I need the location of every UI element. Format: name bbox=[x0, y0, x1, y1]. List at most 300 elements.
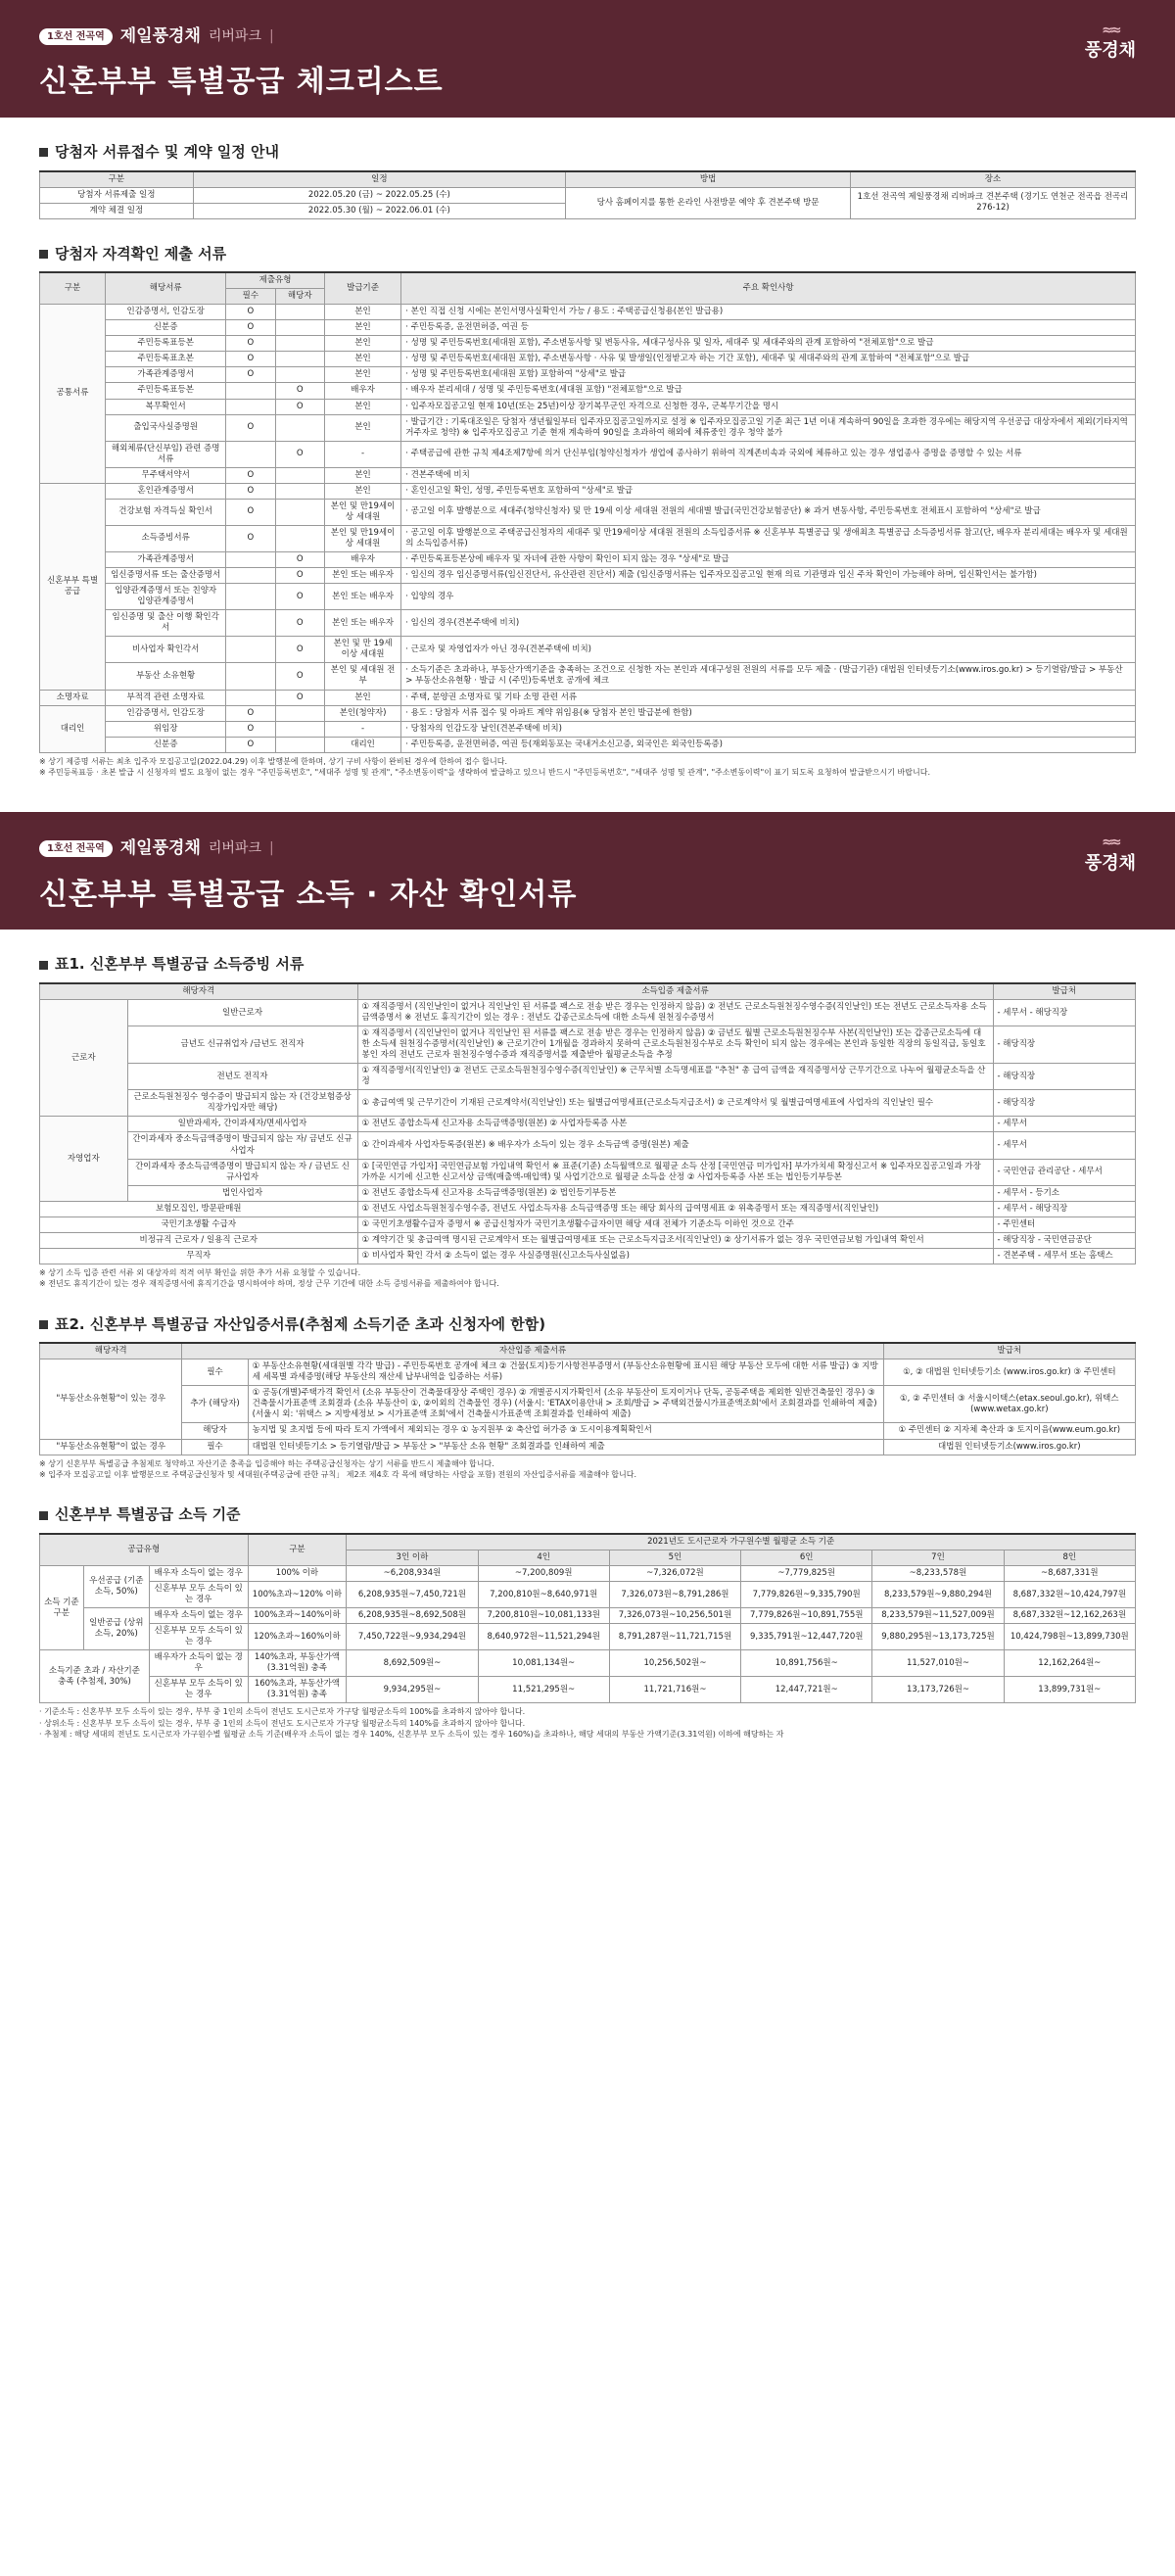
table-cell: 2022.05.30 (월) ~ 2022.06.01 (수) bbox=[193, 203, 565, 218]
table-cell: ~8,233,578원 bbox=[872, 1565, 1004, 1581]
table-cell: · 임신의 경우 임신증명서류(임신진단서, 유산관련 진단서) 제출 (임신증명서류는 입주자모집공고일 현재 의료 기관명과 임신 주차 확인이 가능해야 하며, 임신확인서는 불가함) bbox=[401, 568, 1136, 584]
table-cell: 대법원 인터넷등기소(www.iros.go.kr) bbox=[883, 1439, 1135, 1455]
table-row bbox=[40, 690, 1136, 705]
table-cell: 인감증명서, 인감도장 bbox=[106, 705, 226, 721]
table-row bbox=[40, 1439, 1136, 1455]
table-cell bbox=[226, 568, 275, 584]
table-row bbox=[40, 1090, 1136, 1117]
square-bullet-icon bbox=[39, 148, 48, 157]
page-title: 신혼부부 특별공급 체크리스트 bbox=[39, 65, 444, 100]
table-cell: 본인 bbox=[324, 367, 400, 383]
table-cell: · 주택공급에 관한 규칙 제4조제7항에 의거 단신부임(청약신청자가 생업에 종사하기 위하여 직계존비속과 국외에 체류하고 있는 경우 생업종사 증명을 증명할 수 있는 서류 bbox=[401, 441, 1136, 467]
table-header: 해당자격 bbox=[40, 1343, 182, 1360]
table-cell: 140%초과, 부동산가액 (3.31억원) 충족 bbox=[248, 1650, 347, 1677]
table-cell: 신혼부부 모두 소득이 있는 경우 bbox=[149, 1624, 248, 1650]
table-cell: - 해당직장 bbox=[993, 1090, 1135, 1117]
note: · 추첨제 : 해당 세대의 전년도 도시근로자 가구원수별 월평균 소득 기준(배우자 소득이 없는 경우 140%, 신혼부부 모두 소득이 있는 경우 160%)을 초과하나, 해당 세대의 부동산 가액기준(3.31억원) 이하에 해당하는 자 bbox=[39, 1730, 784, 1740]
table-cell: ① 간이과세자 사업자등록증(원본) ※ 배우자가 소득이 있는 경우 소득금액 증명(원본) 제출 bbox=[357, 1132, 993, 1159]
table-row bbox=[40, 1423, 1136, 1439]
table-cell: 비사업자 확인각서 bbox=[106, 637, 226, 663]
table-cell: O bbox=[226, 336, 275, 352]
table-cell: - 세무서 bbox=[993, 1132, 1135, 1159]
table-row bbox=[40, 552, 1136, 568]
table-cell: ① 전년도 종합소득세 신고자용 소득금액증명(원본) ② 사업자등록증 사본 bbox=[357, 1117, 993, 1132]
table-cell: 본인 또는 배우자 bbox=[324, 610, 400, 637]
table-header: 8인 bbox=[1004, 1550, 1135, 1565]
table-row bbox=[40, 1360, 1136, 1386]
table-row bbox=[40, 1581, 1136, 1607]
table-row bbox=[40, 584, 1136, 610]
table-cell: ~7,779,825원 bbox=[741, 1565, 872, 1581]
table-cell: 8,687,332원~12,162,263원 bbox=[1004, 1608, 1135, 1624]
table-header: 발급처 bbox=[993, 983, 1135, 1000]
table-cell: 무직자 bbox=[40, 1248, 358, 1264]
table-cell: 대리인 bbox=[40, 705, 106, 752]
table-cell: 배우자 소득이 없는 경우 bbox=[149, 1565, 248, 1581]
table-cell: · 성명 및 주민등록번호(세대원 포함), 주소변동사항 · 사유 및 발생일(인정받고자 하는 기간 포함), 세대주 및 세대주와의 관계 포함하여 "전체포함"으로 발급 bbox=[401, 352, 1136, 367]
table-cell bbox=[226, 584, 275, 610]
table-header: 해당자 bbox=[275, 289, 324, 305]
table-cell: 대법원 인터넷등기소 > 등기열람/발급 > 부동산 > "부동산 소유 현황" 조회결과를 인쇄하여 제출 bbox=[248, 1439, 883, 1455]
table-cell bbox=[226, 441, 275, 467]
table-header: 구분 bbox=[40, 171, 194, 188]
table-cell: - 세무서 - 등기소 bbox=[993, 1185, 1135, 1201]
table-row bbox=[40, 367, 1136, 383]
table-cell: O bbox=[275, 610, 324, 637]
note: ※ 상기 소득 입증 관련 서류 외 대상자의 적격 여부 확인을 위한 추가 서류 요청할 수 있습니다. bbox=[39, 1267, 361, 1277]
table-cell: O bbox=[226, 320, 275, 336]
table-cell bbox=[226, 399, 275, 414]
table-cell: · 혼인신고일 확인, 성명, 주민등록번호 포함하여 "상세"로 발급 bbox=[401, 483, 1136, 499]
table-cell: · 발급기간 : 기록대조일은 당첨자 생년월일부터 입주자모집공고일까지로 설정 ※ 입주자모집공고일 기준 최근 1년 이내 계속하여 90일을 초과한 경우에는 해당지역 우선공급 대상자에서 제외(기타지역 거주자로 청약) ※ 입주자모집공고 기준 현재 계속하여 90일을 초과하여 해외에 체류중인 경우 청약 불가 bbox=[401, 414, 1136, 441]
table-cell: 농지법 및 초지법 등에 따라 토지 가액에서 제외되는 경우 ① 농지원부 ② 축산업 허가증 ③ 도시이용계획확인서 bbox=[248, 1423, 883, 1439]
table-cell: 본인 및 만 19세 이상 세대원 bbox=[324, 637, 400, 663]
table-cell: 비정규직 근로자 / 일용직 근로자 bbox=[40, 1232, 358, 1248]
table-row bbox=[40, 1232, 1136, 1248]
table-cell: O bbox=[226, 414, 275, 441]
table-cell: 본인 bbox=[324, 320, 400, 336]
table-cell: 9,934,295원~ bbox=[347, 1677, 478, 1703]
table-cell: ①, ② 대법원 인터넷등기소 (www.iros.go.kr) ③ 주민센터 bbox=[883, 1360, 1135, 1386]
table-cell: 본인 bbox=[324, 305, 400, 320]
logo-text: 풍경채 bbox=[1084, 40, 1136, 62]
table-header: 2021년도 도시근로자 가구원수별 월평균 소득 기준 bbox=[347, 1534, 1136, 1550]
table-cell bbox=[275, 721, 324, 737]
income-docs-section bbox=[0, 955, 1175, 1740]
table-cell: 주민등록표등본 bbox=[106, 383, 226, 399]
table-row bbox=[40, 1117, 1136, 1132]
table-cell: ① 부동산소유현황(세대원별 각각 발급) - 주민등록번호 공개에 체크 ② 건물(토지)등기사항전부증명서 (부동산소유현황에 표시된 해당 부동산 모두에 대한 서류 발급) ③ 지방세 세목별 과세증명(해당 부동산의 재산세 납부내역을 입증하는 서류) bbox=[248, 1360, 883, 1386]
table-cell: 120%초과~160%이하 bbox=[248, 1624, 347, 1650]
table-cell: 신혼부부 특별공급 bbox=[40, 483, 106, 690]
table-cell bbox=[275, 737, 324, 752]
table-row bbox=[40, 336, 1136, 352]
table-cell: 필수 bbox=[182, 1360, 248, 1386]
table-cell: 건강보험 자격득실 확인서 bbox=[106, 499, 226, 525]
note: ※ 상기 신혼부부 특별공급 추첨제로 청약하고 자산기준 충족을 입증해야 하는 주택공급신청자는 상기 서류를 반드시 제출해야 합니다. bbox=[39, 1458, 494, 1468]
table-cell: · 주민등록증, 운전면허증, 여권 등(재외동포는 국내거소신고증, 외국인은 외국인등록증) bbox=[401, 737, 1136, 752]
brand-logo bbox=[1085, 22, 1136, 63]
table-cell: 11,521,295원~ bbox=[478, 1677, 609, 1703]
documents-table bbox=[39, 271, 1136, 753]
table-cell: 가족관계증명서 bbox=[106, 552, 226, 568]
logo-text: 풍경채 bbox=[1084, 852, 1136, 874]
table-cell: 해당자 bbox=[182, 1423, 248, 1439]
table-row bbox=[40, 1386, 1136, 1423]
line-badge: 1호선 전곡역 bbox=[39, 840, 113, 857]
table-cell: ~7,200,809원 bbox=[478, 1565, 609, 1581]
table-cell: O bbox=[275, 663, 324, 690]
note: ※ 입주자 모집공고일 이후 발행분으로 주택공급신청자 및 세대원(주택공급에 관한 규칙」 제2조 제4호 각 목에 해당하는 사람을 포함) 전원의 자산입증서류를 제출해야 합니다. bbox=[39, 1469, 637, 1479]
table-cell: · 주택, 분양권 소명자료 및 기타 소명 관련 서류 bbox=[401, 690, 1136, 705]
table-cell: ① 총급여액 및 근무기간이 기재된 근로계약서(직인날인) 또는 월별급여명세표(근로소득지급조서) ② 근로계약서 및 월별급여명세표에 사업자의 직인날인 필수 bbox=[357, 1090, 993, 1117]
table-row bbox=[40, 499, 1136, 525]
table-cell: 간이과세자 중소득금액증명이 발급되지 않는 자/ 금년도 신규사업자 bbox=[127, 1132, 357, 1159]
table-cell: 신혼부부 모두 소득이 있는 경우 bbox=[149, 1581, 248, 1607]
table-cell: 소득증빙서류 bbox=[106, 525, 226, 551]
table-cell: 본인 bbox=[324, 467, 400, 483]
table-cell bbox=[275, 320, 324, 336]
table-cell: ① 전년도 종합소득세 신고자용 소득금액증명(원본) ② 법인등기부등본 bbox=[357, 1185, 993, 1201]
table-cell: 7,200,810원~10,081,133원 bbox=[478, 1608, 609, 1624]
table-cell: 입양관계증명서 또는 친양자 입양관계증명서 bbox=[106, 584, 226, 610]
asset-notes bbox=[39, 1459, 1136, 1481]
note: ※ 전년도 휴직기간이 있는 경우 재직증명서에 휴직기간을 명시하여야 하며, 정상 근무 기간에 대한 소득 증빙서류를 제출하여야 합니다. bbox=[39, 1279, 499, 1289]
income-docs-table bbox=[39, 982, 1136, 1264]
table-cell: 8,692,509원~ bbox=[347, 1650, 478, 1677]
table-cell: 배우자 bbox=[324, 383, 400, 399]
table-cell: - bbox=[324, 721, 400, 737]
table-cell: 7,779,826원~9,335,790원 bbox=[741, 1581, 872, 1607]
table-cell: 부적격 관련 소명자료 bbox=[106, 690, 226, 705]
table-header: 소득입증 제출서류 bbox=[357, 983, 993, 1000]
table-cell: 본인 bbox=[324, 399, 400, 414]
table-cell bbox=[275, 525, 324, 551]
table-cell: 본인 또는 배우자 bbox=[324, 584, 400, 610]
table-row bbox=[40, 525, 1136, 551]
table-cell: 신분증 bbox=[106, 737, 226, 752]
table-cell: ① 주민센터 ② 지자체 축산과 ③ 토지이음(www.eum.go.kr) bbox=[883, 1423, 1135, 1439]
divider: | bbox=[268, 840, 274, 857]
table-cell: O bbox=[275, 690, 324, 705]
table-cell: 13,899,731원~ bbox=[1004, 1677, 1135, 1703]
square-bullet-icon bbox=[39, 1511, 48, 1520]
table-header: 발급기준 bbox=[324, 272, 400, 305]
table-cell: 7,326,073원~10,256,501원 bbox=[609, 1608, 740, 1624]
table-cell: 신분증 bbox=[106, 320, 226, 336]
schedule-section bbox=[0, 143, 1175, 778]
table-cell: 9,335,791원~12,447,720원 bbox=[741, 1624, 872, 1650]
table-cell: 간이과세자 중소득금액증명이 발급되지 않는 자 / 금년도 신규사업자 bbox=[127, 1159, 357, 1185]
square-bullet-icon bbox=[39, 1320, 48, 1329]
table-cell bbox=[275, 414, 324, 441]
table-cell: 7,326,073원~8,791,286원 bbox=[609, 1581, 740, 1607]
table-cell bbox=[226, 383, 275, 399]
table-cell: · 배우자 분리세대 / 성명 및 주민등록번호(세대원 포함) "전체포함"으로 발급 bbox=[401, 383, 1136, 399]
table-cell bbox=[226, 637, 275, 663]
section-title: 신혼부부 특별공급 소득 기준 bbox=[55, 1505, 241, 1524]
section-title: 표2. 신혼부부 특별공급 자산입증서류(추첨제 소득기준 초과 신청자에 한함) bbox=[55, 1314, 546, 1333]
square-bullet-icon bbox=[39, 961, 48, 970]
table-cell: 본인 bbox=[324, 414, 400, 441]
table-cell: 대리인 bbox=[324, 737, 400, 752]
table-cell: - 국민연금 관리공단 - 세무서 bbox=[993, 1159, 1135, 1185]
table-cell: 인감증명서, 인감도장 bbox=[106, 305, 226, 320]
table-cell: O bbox=[226, 467, 275, 483]
table-cell: 소득기준 초과 / 자산기준 충족 (추첨제, 30%) bbox=[40, 1650, 150, 1703]
table-cell bbox=[275, 367, 324, 383]
table-cell: 13,173,726원~ bbox=[872, 1677, 1004, 1703]
note: ※ 주민등록표등 · 초본 발급 시 신청자의 별도 요청이 없는 경우 "주민등록번호", "세대주 성명 및 관계", "주소변동이력"을 생략하여 발급하고 있으니 반드시 "주민등록번호", "세대주 성명 및 관계", "주소변동이력"이 표기 되도록 요청하여 발급받으시기 바랍니다. bbox=[39, 768, 931, 778]
table-cell: - 세무서 - 해당직장 bbox=[993, 1201, 1135, 1216]
table-header: 제출유형 bbox=[226, 272, 325, 289]
table-cell: 본인 또는 배우자 bbox=[324, 568, 400, 584]
table-cell: 10,081,134원~ bbox=[478, 1650, 609, 1677]
brand-sub: 리버파크 bbox=[208, 27, 261, 44]
note: · 상위소득 : 신혼부부 모두 소득이 있는 경우, 부부 중 1인의 소득이 전년도 도시근로자 가구당 월평균소득의 140%를 초과하지 않아야 합니다. bbox=[39, 1718, 526, 1728]
table-cell bbox=[275, 705, 324, 721]
table-cell: 추가 (해당자) bbox=[182, 1386, 248, 1423]
table-cell: 1호선 전곡역 제일풍경채 리버파크 견본주택 (경기도 연천군 전곡읍 전곡리 276-12) bbox=[851, 187, 1136, 218]
table-row bbox=[40, 1132, 1136, 1159]
table-row bbox=[40, 441, 1136, 467]
table-cell bbox=[226, 552, 275, 568]
table-cell: 7,779,826원~10,891,755원 bbox=[741, 1608, 872, 1624]
header-banner-checklist bbox=[0, 0, 1175, 118]
brand-name: 제일풍경채 bbox=[119, 838, 201, 859]
table-cell: 12,162,264원~ bbox=[1004, 1650, 1135, 1677]
table-cell bbox=[275, 352, 324, 367]
table-cell: ① 재직증명서(직인날인) ② 전년도 근로소득원천징수영수증(직인날인) ※ 근무처별 소득명세표를 "추천" 총 급여 금액을 재직증명서상 근무기간으로 나누어 월평균소득을 산정 bbox=[357, 1064, 993, 1090]
table-cell: "부동산소유현황"이 없는 경우 bbox=[40, 1439, 182, 1455]
table-cell: 100% 이하 bbox=[248, 1565, 347, 1581]
table-row bbox=[40, 1565, 1136, 1581]
table-cell: · 주민등록증, 운전면허증, 여권 등 bbox=[401, 320, 1136, 336]
table-cell: 배우자가 소득이 없는 경우 bbox=[149, 1650, 248, 1677]
table-cell: ① 국민기초생활수급자 증명서 ※ 공급신청자가 국민기초생활수급자이면 해당 세대 전체가 기준소득 이하인 것으로 간주 bbox=[357, 1216, 993, 1232]
table-cell: 일반공급 (상위소득, 20%) bbox=[83, 1608, 149, 1650]
table-row bbox=[40, 737, 1136, 752]
table-row bbox=[40, 1248, 1136, 1264]
brand-name: 제일풍경채 bbox=[119, 26, 201, 46]
page-title: 신혼부부 특별공급 소득 · 자산 확인서류 bbox=[39, 877, 578, 912]
table-cell: 본인(청약자) bbox=[324, 705, 400, 721]
table-cell: 법인사업자 bbox=[127, 1185, 357, 1201]
logo-mark-icon: ≈≈ bbox=[1102, 23, 1119, 38]
table-cell: O bbox=[226, 721, 275, 737]
section-title: 당첨자 자격확인 제출 서류 bbox=[55, 244, 227, 262]
table-row bbox=[40, 383, 1136, 399]
table-cell: · 성명 및 주민등록번호(세대원 포함), 주소변동사항 및 변동사유, 세대구성사유 및 일자, 세대주 및 세대주와의 관계 포함하여 "전체포함"으로 발급 bbox=[401, 336, 1136, 352]
table-cell: 본인 및 만19세이상 세대원 bbox=[324, 499, 400, 525]
table-cell: · 주민등록표등본상에 배우자 및 자녀에 관한 사항이 확인이 되지 않는 경우 "상세"로 발급 bbox=[401, 552, 1136, 568]
table-cell: ① 공동(개별)주택가격 확인서 (소유 부동산이 건축물대장상 주택인 경우) ② 개별공시지가확인서 (소유 부동산이 토지이거나 단독, 공동주택을 제외한 일반건축물인 경우) ③ 건축물시가표준액 조회결과 (소유 부동산이 ①, ②이외의 건축물인 경우) (서울시: 'ETAX이용안내 > 조회/발급 > 주택외건물시가표준액조회'에서 조회결과를 인쇄하여 제출) (서울시 외: '위택스 > 지방세정보 > 시가표준액 조회'에서 건축물시가표준액 조회결과를 인쇄하여 제출) bbox=[248, 1386, 883, 1423]
table-cell: 100%초과~140%이하 bbox=[248, 1608, 347, 1624]
table-cell: 임신증명서류 또는 출산증명서 bbox=[106, 568, 226, 584]
table-cell: 당사 홈페이지를 통한 온라인 사전방문 예약 후 견본주택 방문 bbox=[566, 187, 851, 218]
table-cell: ~8,687,331원 bbox=[1004, 1565, 1135, 1581]
table-row bbox=[40, 305, 1136, 320]
table-cell: O bbox=[275, 584, 324, 610]
table-cell bbox=[226, 663, 275, 690]
table-cell: 우선공급 (기준소득, 50%) bbox=[83, 1565, 149, 1607]
table-cell: · 입양의 경우 bbox=[401, 584, 1136, 610]
table-cell: ~6,208,934원 bbox=[347, 1565, 478, 1581]
table-cell: 부동산 소유현황 bbox=[106, 663, 226, 690]
table-cell: - 해당직장 bbox=[993, 1064, 1135, 1090]
table-cell: 8,687,332원~10,424,797원 bbox=[1004, 1581, 1135, 1607]
table-cell: - 주민센터 bbox=[993, 1216, 1135, 1232]
logo-mark-icon: ≈≈ bbox=[1102, 835, 1119, 851]
table-header: 발급처 bbox=[883, 1343, 1135, 1360]
table-cell: 8,791,287원~11,721,715원 bbox=[609, 1624, 740, 1650]
table-cell: 본인 bbox=[324, 352, 400, 367]
table-cell: 본인 bbox=[324, 483, 400, 499]
table-row bbox=[40, 721, 1136, 737]
table-header: 일정 bbox=[193, 171, 565, 188]
table-cell: 본인 bbox=[324, 336, 400, 352]
table-row bbox=[40, 1608, 1136, 1624]
table-cell: 소명자료 bbox=[40, 690, 106, 705]
table-cell: 전년도 전직자 bbox=[127, 1064, 357, 1090]
table-cell: ① 재직증명서 (직인날인이 없거나 직인날인 된 서류를 팩스로 전송 받은 경우는 인정하지 않음) ② 금년도 월별 근로소득원천징수부 사본(직인날인) 또는 갑종근로소득에 대한 소득세 원천징수증명서(직인날인) ※ 근로기간이 1개월을 경과하지 못하여 근로소득원천징수부로 소득 확인이 되지 않는 경우에는 본인과 동일한 직장의 동일직급, 동일호봉인 자의 전년도 근로자 원천징수영수증과 재직증명서를 제출받아 월평균소득을 추정 bbox=[357, 1026, 993, 1064]
table-cell bbox=[275, 483, 324, 499]
brand-sub: 리버파크 bbox=[208, 840, 261, 857]
table-cell: · 입주자모집공고일 현재 10년(또는 25년)이상 장기복무군인 자격으로 신청한 경우, 군복무기간을 명시 bbox=[401, 399, 1136, 414]
table-cell: - 세무서 - 해당직장 bbox=[993, 1000, 1135, 1026]
note: · 기준소득 : 신혼부부 모두 소득이 있는 경우, 부부 중 1인의 소득이 전년도 도시근로자 가구당 월평균소득의 100%를 초과하지 않아야 합니다. bbox=[39, 1707, 526, 1717]
table-cell: · 근로자 및 자영업자가 아닌 경우(견본주택에 비치) bbox=[401, 637, 1136, 663]
table-cell: 주민등록표초본 bbox=[106, 352, 226, 367]
table-header: 구분 bbox=[40, 272, 106, 305]
table-cell: 10,424,798원~13,899,730원 bbox=[1004, 1624, 1135, 1650]
table-cell: 7,200,810원~8,640,971원 bbox=[478, 1581, 609, 1607]
table-cell: 10,256,502원~ bbox=[609, 1650, 740, 1677]
header-banner-income-assets bbox=[0, 812, 1175, 930]
table-row bbox=[40, 187, 1136, 203]
table-cell: 금년도 신규취업자 /금년도 전직자 bbox=[127, 1026, 357, 1064]
income-notes bbox=[39, 1268, 1136, 1290]
table-cell: O bbox=[226, 352, 275, 367]
table-cell: O bbox=[275, 399, 324, 414]
table-cell: 11,721,716원~ bbox=[609, 1677, 740, 1703]
table-cell: 근로자 bbox=[40, 1000, 128, 1117]
table-cell: 혼인관계증명서 bbox=[106, 483, 226, 499]
table-cell: - 견본주택 - 세무서 또는 홈택스 bbox=[993, 1248, 1135, 1264]
table-cell: 10,891,756원~ bbox=[741, 1650, 872, 1677]
line-badge: 1호선 전곡역 bbox=[39, 28, 113, 45]
table-cell: 가족관계증명서 bbox=[106, 367, 226, 383]
table-row bbox=[40, 663, 1136, 690]
table-cell: 6,208,935원~7,450,721원 bbox=[347, 1581, 478, 1607]
table-cell: · 공고일 이후 발행분으로 주택공급신청자의 세대주 및 만19세이상 세대원 전원의 소득입증서류 ※ 신혼부부 특별공급 및 생애최초 특별공급 소득증빙서류 참고(단, 배우자 분리세대는 배우자 및 세대원의 소득입증서류) bbox=[401, 525, 1136, 551]
table-cell: · 견본주택에 비치 bbox=[401, 467, 1136, 483]
table-cell bbox=[275, 305, 324, 320]
table-cell: · 당첨자의 인감도장 날인(견본주택에 비치) bbox=[401, 721, 1136, 737]
table-row bbox=[40, 1185, 1136, 1201]
table-cell: 위임장 bbox=[106, 721, 226, 737]
asset-docs-table bbox=[39, 1342, 1136, 1455]
table-header: 해당자격 bbox=[40, 983, 358, 1000]
table-cell: O bbox=[226, 499, 275, 525]
table-cell: ~7,326,072원 bbox=[609, 1565, 740, 1581]
table-row bbox=[40, 1650, 1136, 1677]
table-cell: O bbox=[275, 552, 324, 568]
table-row bbox=[40, 1000, 1136, 1026]
table-cell: 복무확인서 bbox=[106, 399, 226, 414]
table-cell: O bbox=[275, 441, 324, 467]
table-cell: ① [국민연금 가입자] 국민연금보험 가입내역 확인서 ※ 표준(기준) 소득월액으로 월평균 소득 산정 [국민연금 미가입자] 부가가치세 확정신고서 ※ 입주자모집공고일과 가장 가까운 시기에 신고한 신고서상 금액(매출액-매입액) 및 사업기간으로 월평균 소득을 산정 ② 사업자등록증 사본 또는 법인등기부등본 bbox=[357, 1159, 993, 1185]
table-cell: 8,233,579원~9,880,294원 bbox=[872, 1581, 1004, 1607]
schedule-table bbox=[39, 170, 1136, 219]
table-row bbox=[40, 483, 1136, 499]
table-cell: ① 재직증명서 (직인날인이 없거나 직인날인 된 서류를 팩스로 전송 받은 경우는 인정하지 않음) ② 전년도 근로소득원천징수영수증(직인날인) 또는 전년도 근로소득자용 소득금액증명서 ※ 전년도 휴직기간이 있는 경우 : 전년도 갑종근로소득에 대한 소득세 원천징수증명서 bbox=[357, 1000, 993, 1026]
table-row bbox=[40, 568, 1136, 584]
table-cell: 12,447,721원~ bbox=[741, 1677, 872, 1703]
table-header: 6인 bbox=[741, 1550, 872, 1565]
table-cell bbox=[275, 467, 324, 483]
table-row bbox=[40, 320, 1136, 336]
table-header: 공급유형 bbox=[40, 1534, 249, 1566]
table-header: 자산입증 제출서류 bbox=[182, 1343, 883, 1360]
table-cell: · 공고일 이후 발행분으로 세대주(청약신청자) 및 만 19세 이상 세대원 전원의 세대별 발급(국민건강보험공단) ※ 과거 변동사항, 주민등록번호 전체표시 포함하여 "상세"로 발급 bbox=[401, 499, 1136, 525]
table-cell: · 용도 : 당첨자 서류 접수 및 아파트 계약 위임용(※ 당첨자 본인 발급분에 한함) bbox=[401, 705, 1136, 721]
section-title: 당첨자 서류접수 및 계약 일정 안내 bbox=[55, 143, 279, 161]
table-cell: 신혼부부 모두 소득이 있는 경우 bbox=[149, 1677, 248, 1703]
table-cell: 국민기초생활 수급자 bbox=[40, 1216, 358, 1232]
table-row bbox=[40, 1159, 1136, 1185]
table-cell: ① 전년도 사업소득원천징수영수증, 전년도 사업소득자용 소득금액증명 또는 해당 회사의 급여명세표 ② 위촉증명서 또는 재직증명서(직인날인) bbox=[357, 1201, 993, 1216]
table-cell: 6,208,935원~8,692,508원 bbox=[347, 1608, 478, 1624]
table-cell: 본인 bbox=[324, 690, 400, 705]
table-cell bbox=[226, 610, 275, 637]
table-header: 해당서류 bbox=[106, 272, 226, 305]
table-cell: O bbox=[226, 483, 275, 499]
table-cell: 무주택서약서 bbox=[106, 467, 226, 483]
table-cell bbox=[226, 690, 275, 705]
table-row bbox=[40, 1624, 1136, 1650]
table-cell: O bbox=[226, 525, 275, 551]
table-row bbox=[40, 414, 1136, 441]
table-cell: · 소득기준은 초과하나, 부동산가액기준을 충족하는 조건으로 신청한 자는 본인과 세대구성원 전원의 서류를 모두 제출 · (발급기관) 대법원 인터넷등기소(www.iros.go.kr) > 등기열람/발급 > 부동산 > 부동산소유현황 · 발급 시 (주민)등록번호 공개에 체크 bbox=[401, 663, 1136, 690]
table-row bbox=[40, 467, 1136, 483]
table-cell: ① 비사업자 확인 각서 ② 소득이 없는 경우 사실증명원(신고소득사실없음) bbox=[357, 1248, 993, 1264]
table-cell: 소득 기준 구분 bbox=[40, 1565, 84, 1649]
table-cell: 일반근로자 bbox=[127, 1000, 357, 1026]
table-header: 7인 bbox=[872, 1550, 1004, 1565]
table-row bbox=[40, 1216, 1136, 1232]
table-cell: 본인 및 만19세이상 세대원 bbox=[324, 525, 400, 551]
table-cell: "부동산소유현황"이 있는 경우 bbox=[40, 1360, 182, 1439]
table-cell: 공통서류 bbox=[40, 305, 106, 484]
table-row bbox=[40, 1064, 1136, 1090]
table-cell: O bbox=[226, 305, 275, 320]
table-cell: 160%초과, 부동산가액 (3.31억원) 충족 bbox=[248, 1677, 347, 1703]
table-cell: 11,527,010원~ bbox=[872, 1650, 1004, 1677]
table-row bbox=[40, 399, 1136, 414]
table-cell: · 성명 및 주민등록번호(세대원 포함) 포함하여 "상세"로 발급 bbox=[401, 367, 1136, 383]
table-cell: - 세무서 bbox=[993, 1117, 1135, 1132]
table-row bbox=[40, 1677, 1136, 1703]
table-cell: 주민등록표등본 bbox=[106, 336, 226, 352]
note: ※ 상기 제증명 서류는 최초 입주자 모집공고일(2022.04.29) 이후 발행분에 한하며, 상기 구비 사항이 완비된 경우에 한하여 접수 합니다. bbox=[39, 756, 508, 766]
table-header: 방법 bbox=[566, 171, 851, 188]
table-cell: 일반과세자, 간이과세자/면세사업자 bbox=[127, 1117, 357, 1132]
table-cell: 8,233,579원~11,527,009원 bbox=[872, 1608, 1004, 1624]
divider: | bbox=[268, 27, 274, 44]
table-cell: - 해당직장 bbox=[993, 1026, 1135, 1064]
table-cell: 7,450,722원~9,934,294원 bbox=[347, 1624, 478, 1650]
